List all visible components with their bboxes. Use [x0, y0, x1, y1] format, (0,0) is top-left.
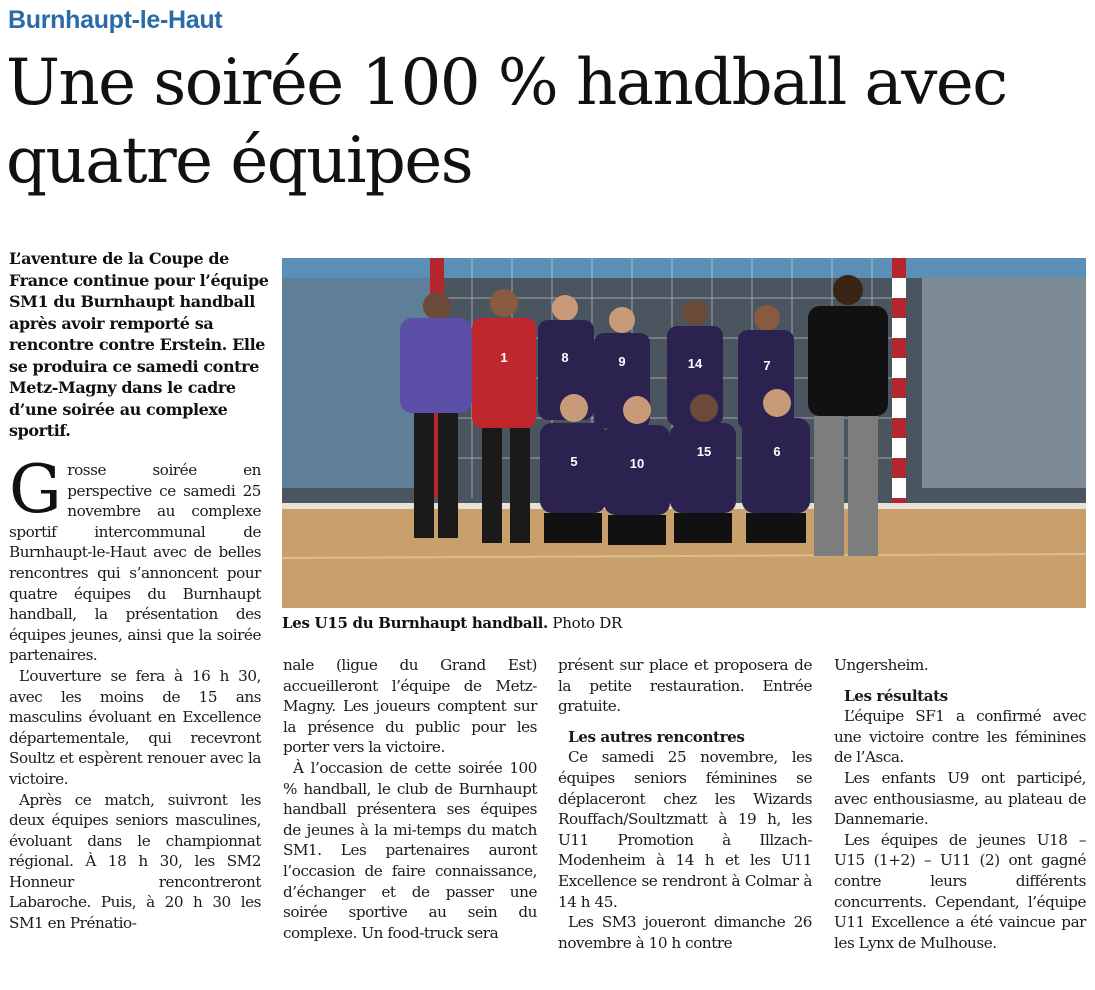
body-paragraph: À l’occasion de cette soirée 100 % handball, le club de Burnhaupt handball présentera ses équipes de jeunes à la mi-temps du match SM1. Les partenaires auront l’occasion de faire connaissance, d’échanger et de passer une soirée sportive au sein du complexe. Un food-truck sera: [283, 758, 537, 942]
body-column-4: [834, 655, 1086, 953]
body-paragraph: Ce samedi 25 novembre, les équipes seniors féminines se déplaceront chez les Wizards Rouffach/Soultzmatt à 19 h, les U11 Promotion à Illzach-Modenheim à 14 h et les U11 Excellence se rendront à Colmar à 14 h 45.: [558, 748, 812, 911]
body-paragraph: Les SM3 joueront dimanche 26 novembre à 10 h contre: [558, 913, 812, 952]
jersey-number: 9: [618, 354, 626, 369]
body-column-1: [9, 451, 261, 934]
kicker: Burnhaupt-le-Haut: [8, 6, 223, 34]
subhead-results: Les résultats: [844, 686, 948, 705]
jersey-number: 10: [629, 456, 645, 471]
body-paragraph: Les équipes de jeunes U18 – U15 (1+2) – U11 (2) ont gagné contre leurs différents concurrents. Cependant, l’équipe U11 Excellence a été vaincue par les Lynx de Mulhouse.: [834, 830, 1086, 952]
subhead-other-matches: Les autres rencontres: [568, 727, 745, 746]
body-paragraph: [9, 451, 261, 666]
team-photo: [282, 258, 1086, 608]
jersey-number: 5: [570, 454, 578, 469]
body-paragraph: nale (ligue du Grand Est) accueilleront l’équipe de Metz-Magny. Les joueurs comptent sur la présence du public pour les porter vers la victoire.: [283, 656, 537, 757]
jersey-number: 6: [773, 444, 781, 459]
jersey-number: 1: [500, 350, 508, 365]
body-paragraph: L’ouverture se fera à 16 h 30, avec les moins de 15 ans masculins évoluant en Excellence départementale, qui recevront Soultz et espèrent renouer avec la victoire.: [9, 666, 261, 788]
photo-caption: [282, 614, 622, 632]
lead-paragraph: L’aventure de la Coupe de France continue pour l’équipe SM1 du Burnhaupt handball après avoir remporté sa rencontre contre Erstein. Elle se produira ce samedi contre Metz-Magny dans le cadre d’une soirée au complexe sportif.: [9, 249, 269, 440]
body-paragraph: Ungersheim.: [834, 656, 929, 674]
jersey-number: 8: [561, 350, 569, 365]
body-paragraph: Après ce match, suivront les deux équipes seniors masculines, évoluant dans le championnat régional. À 18 h 30, les SM2 Honneur rencontreront Labaroche. Puis, à 20 h 30 les SM1 en Prénatio-: [9, 790, 261, 933]
body-paragraph: présent sur place et proposera de la petite restauration. Entrée gratuite.: [558, 656, 812, 716]
body-column-2: [283, 655, 537, 943]
jersey-number: 7: [763, 358, 771, 373]
photo-credit: Photo DR: [547, 614, 622, 632]
team-photo-illustration: [282, 258, 1086, 608]
body-paragraph: Les enfants U9 ont participé, avec enthousiasme, au plateau de Dannemarie.: [834, 768, 1086, 829]
body-column-3: [558, 655, 812, 953]
jersey-number: 15: [696, 444, 712, 459]
body-paragraph: L’équipe SF1 a confirmé avec une victoire contre les féminines de l’Asca.: [834, 707, 1086, 767]
paragraph-text: rosse soirée en perspective ce samedi 25 novembre au complexe sportif intercommunal de Burnhaupt-le-Haut avec de belles rencontres qui s’annoncent pour quatre équipes du Burnhaupt handball, la présentation des équipes jeunes, ainsi que la soirée partenaires.: [9, 461, 261, 665]
drop-cap: G: [9, 451, 62, 528]
headline: Une soirée 100 % handball avec quatre équipes: [6, 46, 1007, 198]
jersey-number: 14: [687, 356, 703, 371]
caption-text: Les U15 du Burnhaupt handball.: [282, 614, 548, 632]
